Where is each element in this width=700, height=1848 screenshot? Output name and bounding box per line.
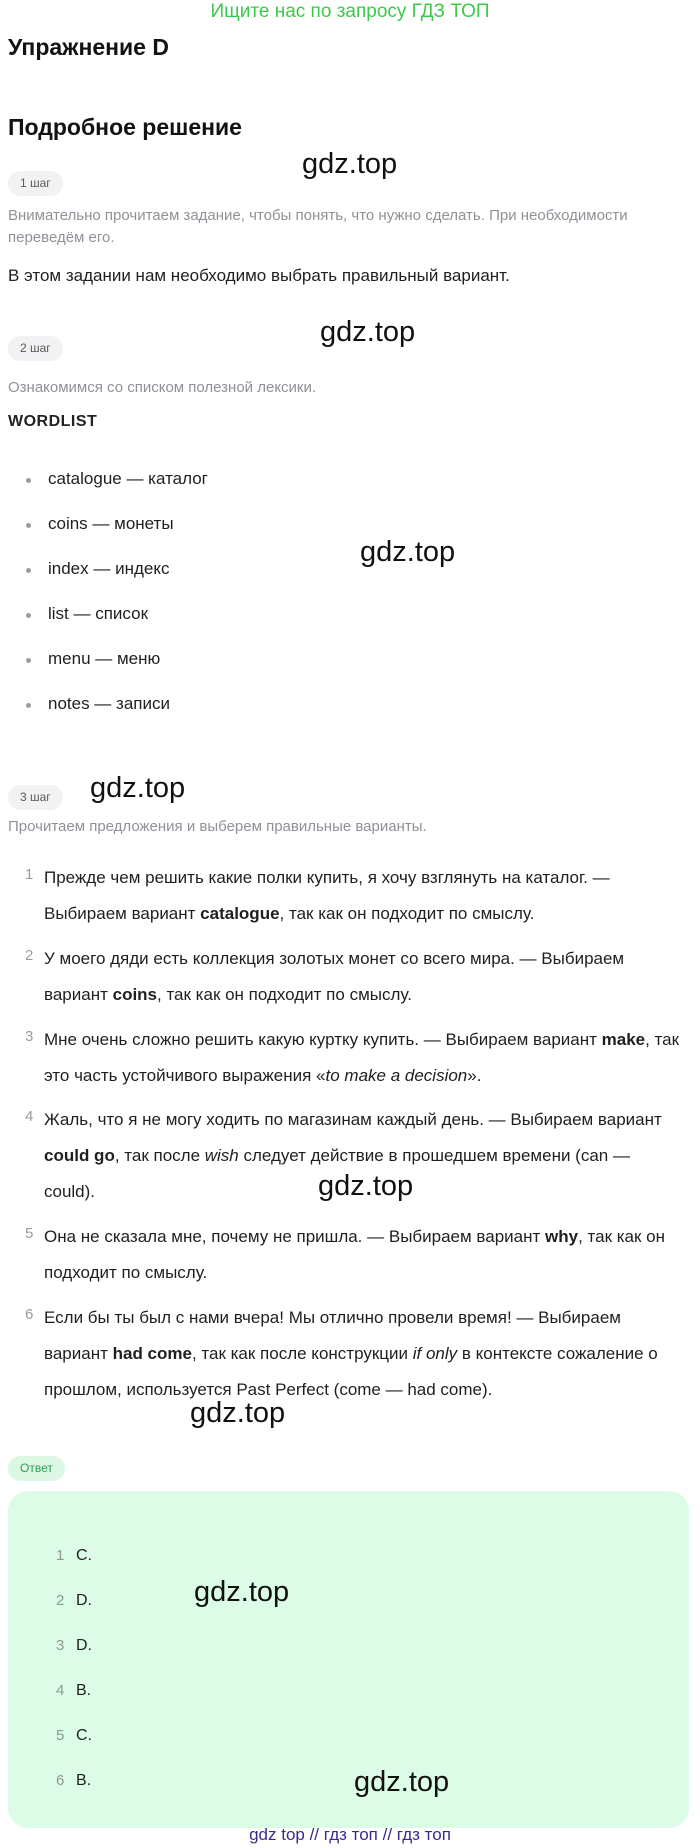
step2-instruction: Ознакомимся со списком полезной лексики.: [8, 379, 317, 396]
bullet-icon: [26, 523, 31, 528]
bullet-icon: [26, 658, 31, 663]
watermark: gdz.top: [302, 148, 398, 180]
watermark: gdz.top: [194, 1576, 290, 1608]
exercise-title: Упражнение D: [8, 34, 169, 60]
watermark: gdz.top: [354, 1766, 450, 1798]
solution-title: Подробное решение: [8, 114, 242, 140]
step1-instruction: Внимательно прочитаем задание, чтобы понять, что нужно сделать. При необходимости переведём его.: [8, 207, 628, 246]
step-badge-1: 1 шаг: [8, 171, 63, 196]
watermark: gdz.top: [318, 1170, 414, 1202]
step3-instruction: Прочитаем предложения и выберем правильные варианты.: [8, 818, 427, 835]
footer-links[interactable]: gdz top // гдз топ // гдз топ: [249, 1825, 451, 1844]
bullet-icon: [26, 613, 31, 618]
bullet-icon: [26, 478, 31, 483]
answer-badge: Ответ: [8, 1456, 65, 1481]
watermark: gdz.top: [90, 772, 186, 804]
watermark: gdz.top: [190, 1397, 286, 1429]
watermark: gdz.top: [320, 316, 416, 348]
bullet-icon: [26, 703, 31, 708]
wordlist-title: WORDLIST: [8, 413, 98, 430]
step-badge-2: 2 шаг: [8, 336, 63, 361]
step-badge-3: 3 шаг: [8, 785, 63, 810]
top-banner: Ищите нас по запросу ГДЗ ТОП: [210, 1, 490, 22]
step1-text: В этом задании нам необходимо выбрать правильный вариант.: [8, 266, 510, 285]
watermark: gdz.top: [360, 536, 456, 568]
bullet-icon: [26, 568, 31, 573]
answer-box: 1 C. 2 D. 3 D. 4 B. 5 C. 6 B.: [8, 1491, 689, 1828]
